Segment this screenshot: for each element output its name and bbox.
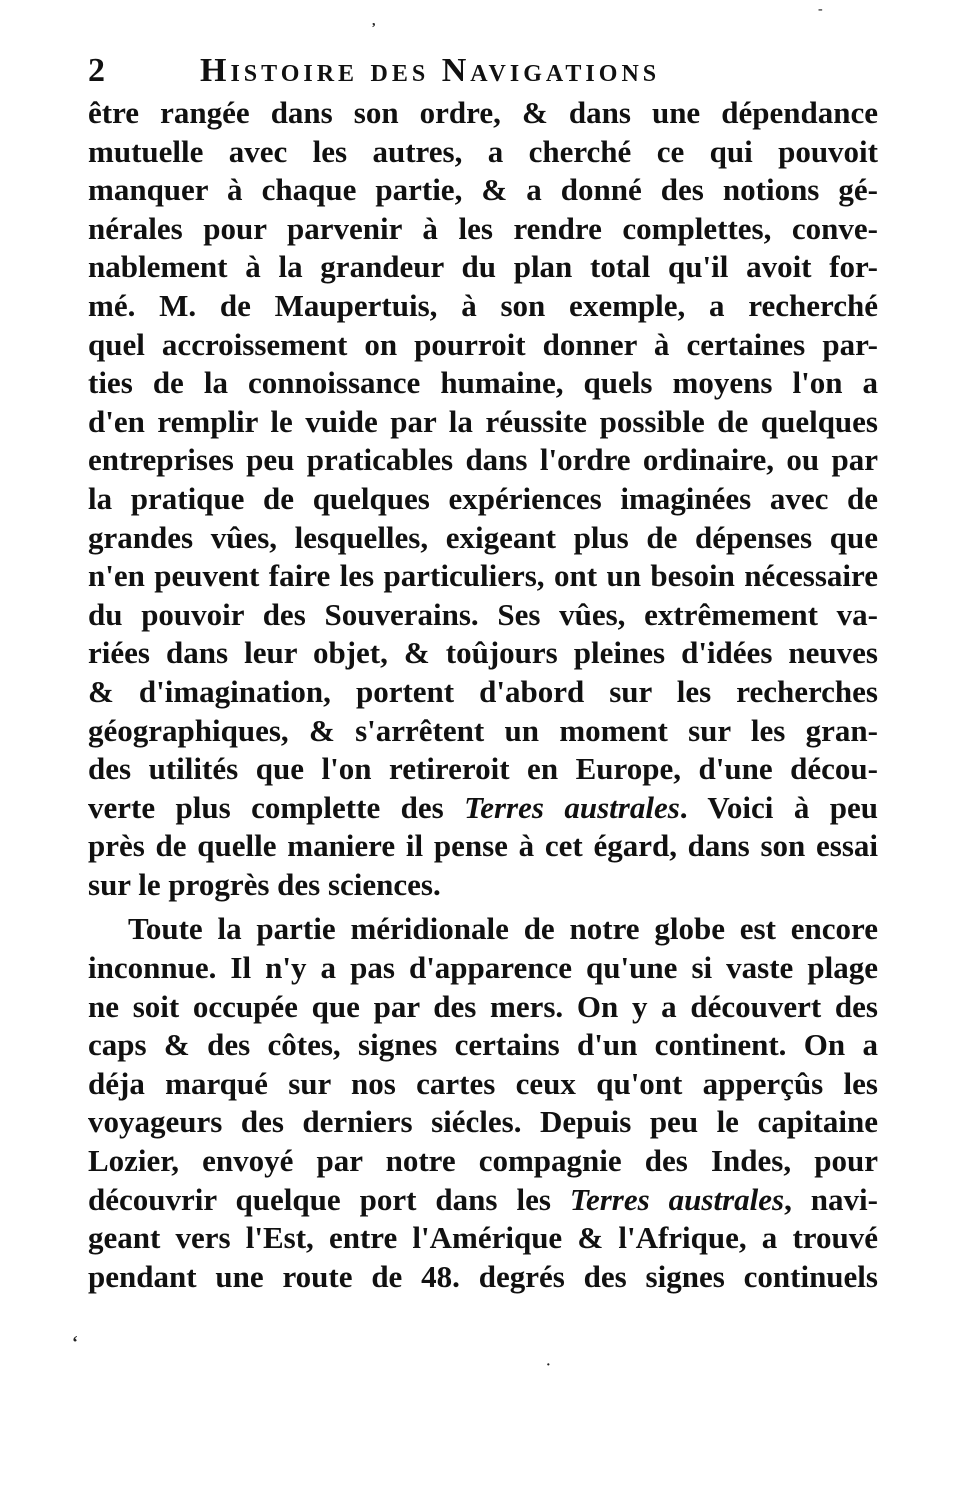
text-line: des utilités que l'on retireroit en Europe, d'une décou- xyxy=(88,751,878,787)
text-line: être rangée dans son ordre, & dans une dépendance xyxy=(88,95,878,130)
text-line: déja marqué sur nos cartes ceux qu'ont apperçûs les xyxy=(88,1065,878,1101)
italic-run: Terres australes xyxy=(464,789,680,825)
text-line: sur le progrès des sciences. xyxy=(88,866,441,902)
text-line: ties de la connoissance humaine, quels moyens l'on a xyxy=(88,365,878,401)
text-line: nérales pour parvenir à les rendre complettes, conve- xyxy=(88,210,878,246)
text-line: ne soit occupée que par des mers. On y a découvert des xyxy=(88,988,878,1024)
italic-run: Terres australes xyxy=(569,1181,785,1217)
page-speck-top: , xyxy=(372,14,376,29)
text-line: grandes vûes, lesquelles, exigeant plus de dépenses que xyxy=(88,519,878,555)
text-line: riées dans leur objet, & toûjours pleines d'idées neuves xyxy=(88,635,878,671)
text-line: Toute la partie méridionale de notre globe est encore xyxy=(128,911,878,947)
text-line: géographiques, & s'arrêtent un moment sur les gran- xyxy=(88,712,878,748)
body-text xyxy=(88,94,878,1296)
running-title: Histoire des Navigations xyxy=(200,52,661,89)
text-line: mutuelle avec les autres, a cherché ce qui pouvoit xyxy=(88,133,878,169)
paragraph-2 xyxy=(88,910,878,1296)
text-line: quel accroissement on pourroit donner à certaines par- xyxy=(88,326,878,362)
text-line: & d'imagination, portent d'abord sur les recherches xyxy=(88,673,878,709)
page-number: 2 xyxy=(88,52,106,89)
text-line: voyageurs des derniers siécles. Depuis peu le capitaine xyxy=(88,1104,878,1140)
text-run: , navi- xyxy=(784,1181,878,1217)
running-header xyxy=(88,52,878,92)
text-line-italic-run xyxy=(88,789,878,828)
text-run: . Voici à peu xyxy=(679,789,878,825)
text-line: près de quelle maniere il pense à cet égard, dans son essai xyxy=(88,828,878,864)
text-line: la pratique de quelques expériences imaginées avec de xyxy=(88,480,878,516)
text-run: verte plus complette des xyxy=(88,789,465,825)
page-speck-corner: - xyxy=(818,2,823,17)
text-line: d'en remplir le vuide par la réussite possible de quelques xyxy=(88,403,878,439)
text-line: entreprises peu praticables dans l'ordre ordinaire, ou par xyxy=(88,442,878,478)
text-line: nablement à la grandeur du plan total qu'il avoit for- xyxy=(88,249,878,285)
page-speck-bottom-left: ʻ xyxy=(72,1332,78,1352)
page-speck-bottom: · xyxy=(546,1358,551,1373)
text-run: découvrir quelque port dans les xyxy=(88,1181,570,1217)
text-line: pendant une route de 48. degrés des signes continuels xyxy=(88,1258,878,1294)
text-line: n'en peuvent faire les particuliers, ont un besoin nécessaire xyxy=(88,558,878,594)
text-line: mé. M. de Maupertuis, à son exemple, a recherché xyxy=(88,287,878,323)
text-line: Lozier, envoyé par notre compagnie des Indes, pour xyxy=(88,1143,878,1179)
text-line: geant vers l'Est, entre l'Amérique & l'Afrique, a trouvé xyxy=(88,1220,878,1256)
text-line: inconnue. Il n'y a pas d'apparence qu'une si vaste plage xyxy=(88,950,878,986)
text-line: caps & des côtes, signes certains d'un continent. On a xyxy=(88,1027,878,1063)
text-line: manquer à chaque partie, & a donné des notions gé- xyxy=(88,172,878,208)
text-line: du pouvoir des Souverains. Ses vûes, extrêmement va- xyxy=(88,596,878,632)
text-line-italic-run xyxy=(88,1181,878,1220)
paragraph-1 xyxy=(88,94,878,904)
